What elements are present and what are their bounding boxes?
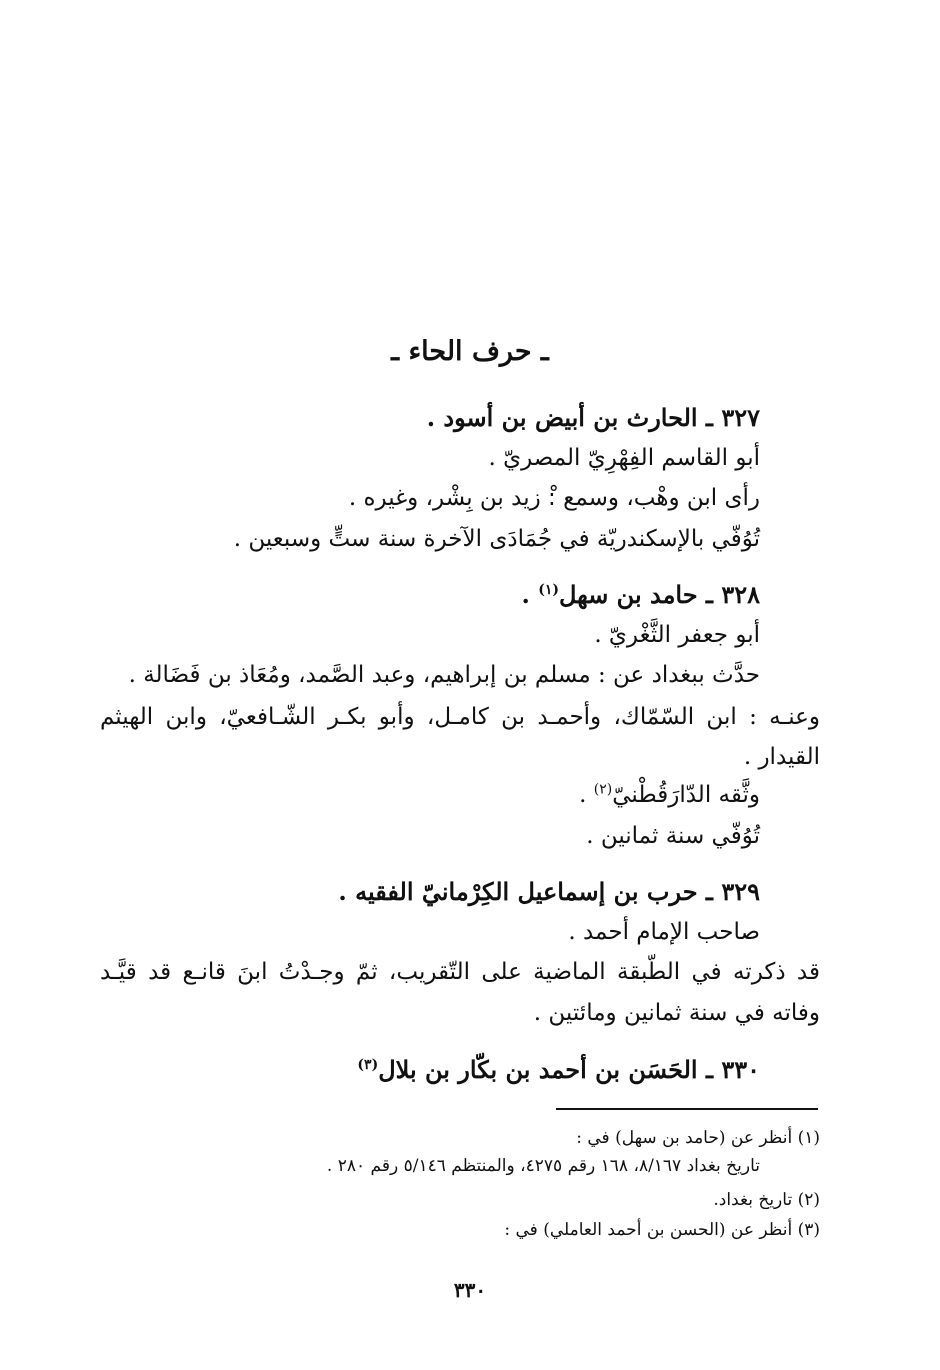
entry-line-end: . [579, 782, 594, 808]
entry-line: رأى ابن وهْب، وسمع :ْ زيد بن بِشْر، وغيره . [348, 485, 760, 511]
entry-line: تُوُفّي سنة ثمانين . [586, 823, 760, 849]
footnote: (١) أنظر عن (حامد بن سهل) في : [576, 1128, 820, 1148]
entry-line: القيدار . [743, 744, 820, 770]
footnote: تاريخ بغداد ٨/١٦٧، ١٦٨ رقم ٤٢٧٥، والمنتظم ٥/١٤٦ رقم ٢٨٠ . [326, 1156, 760, 1176]
entry-line: حدَّث ببغداد عن : مسلم بن إبراهيم، وعبد الصَّمد، ومُعَاذ بن فَضَالة . [128, 662, 760, 688]
entry-line-text: وثَّقه الدّارَقُطْنيّ [612, 782, 760, 808]
entry-title-text: ٣٢٨ ـ حامد بن سهل [558, 580, 760, 609]
entry-title: ٣٢٩ ـ حرب بن إسماعيل الكِرْمانيّ الفقيه . [338, 877, 760, 906]
entry-line: أبو القاسم الفِهْرِيّ المصريّ . [488, 445, 760, 471]
entry-line: صاحب الإمام أحمد . [568, 919, 760, 945]
footnote: (٣) أنظر عن (الحسن بن أحمد العاملي) في : [504, 1220, 820, 1240]
entry-line: تُوُفّي بالإسكندريّة في جُمَادَى الآخرة سنة ستٍّ وسبعين . [233, 526, 760, 552]
entry-line [579, 782, 760, 808]
footnote-separator [556, 1108, 818, 1110]
footnote-marker: (٣) [357, 1057, 379, 1073]
footnote: (٢) تاريخ بغداد. [713, 1190, 820, 1210]
section-heading: ـ حرف الحاء ـ [391, 336, 549, 367]
footnote-marker: (١) [538, 582, 559, 598]
entry-title [357, 1055, 760, 1084]
entry-line: وعنـه : ابن السّمّاك، وأحمـد بن كامـل، وأبو بكـر الشّـافعيّ، وابن الهيثم [100, 704, 820, 730]
entry-title: ٣٢٧ ـ الحارث بن أبيض بن أسود . [426, 403, 760, 432]
entry-line: قد ذكرته في الطّبقة الماضية على التّقريب، ثمّ وجـدْتُ ابنَ قانـع قد قيَّـد [100, 959, 820, 985]
page-number: ٣٣٠ [453, 1278, 487, 1302]
entry-line: وفاته في سنة ثمانين ومائتين . [533, 1000, 820, 1026]
entry-line: أبو جعفر الثَّغْريّ . [594, 622, 760, 648]
entry-title-text: ٣٣٠ ـ الحَسَن بن أحمد بن بكّار بن بلال [378, 1055, 760, 1084]
entry-title [521, 580, 760, 609]
entry-title-end: . [521, 580, 539, 609]
footnote-marker: (٢) [593, 781, 613, 798]
